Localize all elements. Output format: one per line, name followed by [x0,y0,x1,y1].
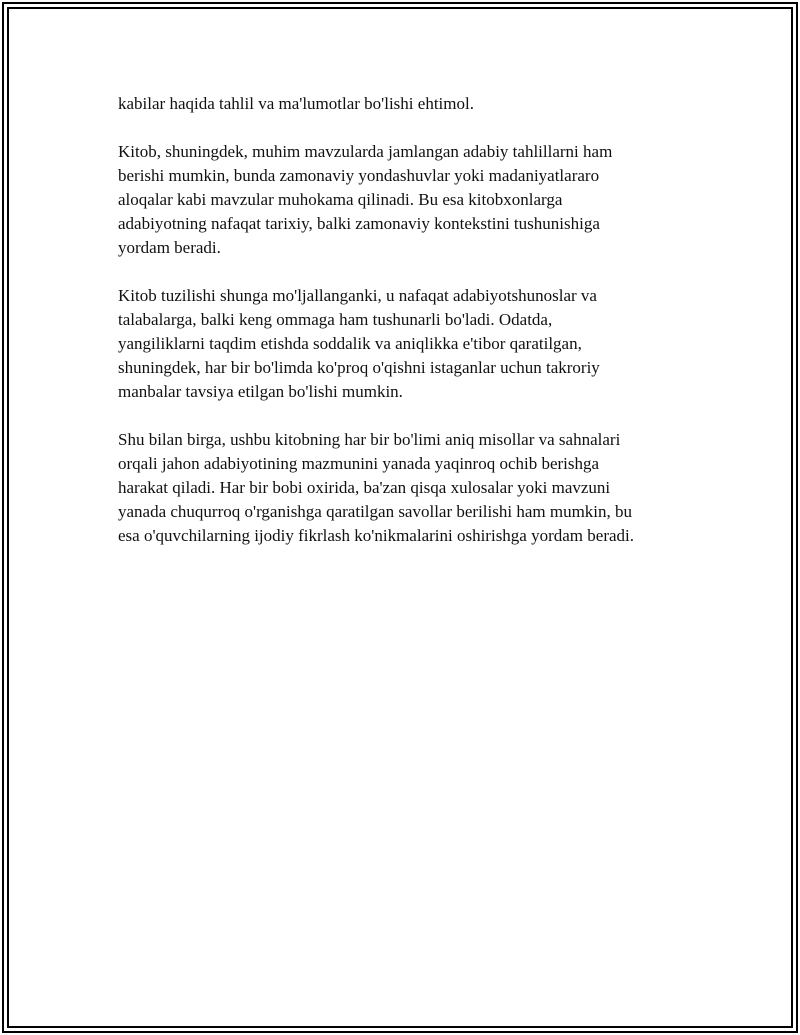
document-body [118,92,688,572]
paragraph-line: esa o'quvchilarning ijodiy fikrlash ko'nikmalarini oshirishga yordam beradi. [118,526,635,545]
paragraph-1 [118,92,688,116]
paragraph-2 [118,140,688,260]
paragraph-line: orqali jahon adabiyotining mazmunini yanada yaqinroq ochib berishga [118,454,600,473]
paragraph-line: kabilar haqida tahlil va ma'lumotlar bo'lishi ehtimol. [118,94,474,113]
paragraph-line: talabalarga, balki keng ommaga ham tushunarli bo'ladi. Odatda, [118,310,553,329]
paragraph-line: yangiliklarni taqdim etishda soddalik va aniqlikka e'tibor qaratilgan, [118,334,582,353]
paragraph-line: yanada chuqurroq o'rganishga qaratilgan savollar berilishi ham mumkin, bu [118,502,633,521]
paragraph-line: Kitob, shuningdek, muhim mavzularda jamlangan adabiy tahlillarni ham [118,142,613,161]
paragraph-line: yordam beradi. [118,238,221,257]
paragraph-line: berishi mumkin, bunda zamonaviy yondashuvlar yoki madaniyatlararo [118,166,600,185]
paragraph-line: shuningdek, har bir bo'limda ko'proq o'qishni istaganlar uchun takroriy [118,358,600,377]
paragraph-line: adabiyotning nafaqat tarixiy, balki zamonaviy kontekstini tushunishiga [118,214,600,233]
paragraph-line: aloqalar kabi mavzular muhokama qilinadi. Bu esa kitobxonlarga [118,190,563,209]
paragraph-4 [118,428,688,548]
paragraph-line: Kitob tuzilishi shunga mo'ljallanganki, u nafaqat adabiyotshunoslar va [118,286,597,305]
paragraph-line: manbalar tavsiya etilgan bo'lishi mumkin. [118,382,403,401]
paragraph-line: harakat qiladi. Har bir bobi oxirida, ba'zan qisqa xulosalar yoki mavzuni [118,478,611,497]
paragraph-line: Shu bilan birga, ushbu kitobning har bir bo'limi aniq misollar va sahnalari [118,430,621,449]
paragraph-3 [118,284,688,404]
